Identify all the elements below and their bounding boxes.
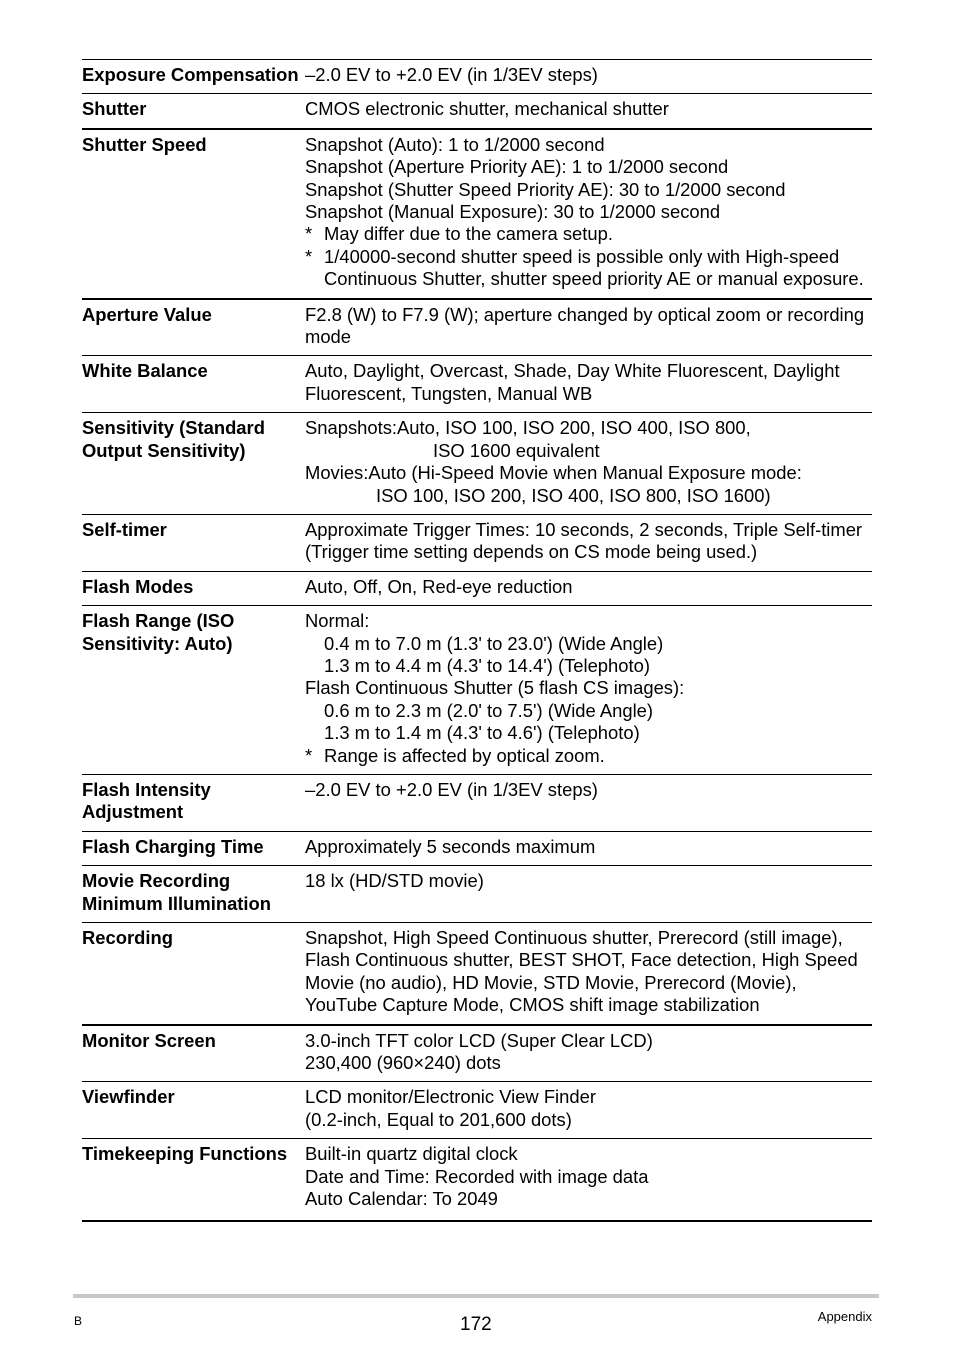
spec-value (305, 98, 872, 120)
spec-label: White Balance (82, 360, 208, 382)
spec-value (305, 576, 872, 598)
spec-row-viewfinder (82, 1082, 872, 1139)
asterisk-mark: * (305, 223, 313, 245)
spec-label: Movie Recording Minimum Illumination (82, 870, 272, 914)
spec-value (305, 134, 872, 291)
value-line: LCD monitor/Electronic View Finder (305, 1086, 596, 1108)
value-line: Snapshot (Aperture Priority AE): 1 to 1/2000 second (305, 156, 729, 178)
spec-value (305, 1086, 872, 1131)
value-line: Approximately 5 seconds maximum (305, 835, 596, 857)
spec-value (305, 610, 872, 767)
spec-value (305, 836, 872, 858)
movies-line (305, 462, 872, 484)
spec-value (305, 304, 872, 349)
snapshots-value: Auto, ISO 100, ISO 200, ISO 400, ISO 800, (397, 417, 751, 439)
snapshots-continued: ISO 1600 equivalent (433, 439, 600, 461)
value-line: F2.8 (W) to F7.9 (W); aperture changed by optical zoom or recording mode (305, 303, 865, 348)
value-line: 1.3 m to 1.4 m (4.3' to 4.6') (Telephoto) (324, 722, 640, 744)
value-line: Normal: (305, 610, 370, 632)
spec-row-flash-intensity (82, 775, 872, 832)
footnote-text: 1/40000-second shutter speed is possible only with High-speed Continuous Shutter, shutter speed priority AE or manual exposure. (324, 245, 864, 290)
spec-row-aperture-value (82, 300, 872, 357)
section-name: Appendix (817, 1309, 872, 1324)
value-line: Auto, Daylight, Overcast, Shade, Day White Fluorescent, Daylight Fluorescent, Tungsten, Manual WB (305, 360, 840, 404)
spec-label: Recording (82, 927, 173, 948)
spec-label: Self-timer (82, 518, 167, 540)
spec-label: Aperture Value (82, 303, 212, 325)
value-line: Date and Time: Recorded with image data (305, 1165, 649, 1187)
spec-label: Flash Charging Time (82, 835, 264, 857)
snapshots-line (305, 417, 872, 439)
spec-row-monitor-screen (82, 1026, 872, 1083)
value-line: Flash Continuous Shutter (5 flash CS images): (305, 677, 685, 699)
footnote-text: Range is affected by optical zoom. (324, 744, 605, 766)
spec-table (82, 59, 872, 1222)
value-line: Snapshot (Manual Exposure): 30 to 1/2000 second (305, 201, 721, 223)
spec-row-exposure-compensation (82, 60, 872, 94)
value-line: 18 lx (HD/STD movie) (305, 870, 484, 892)
asterisk-mark: * (305, 744, 313, 766)
spec-row-white-balance (82, 356, 872, 413)
spec-value (305, 360, 872, 405)
snapshots-label: Snapshots: (305, 417, 398, 439)
value-line: –2.0 EV to +2.0 EV (in 1/3EV steps) (305, 64, 598, 85)
footer-divider (73, 1294, 879, 1298)
spec-row-self-timer (82, 515, 872, 572)
spec-label: Flash Range (ISO Sensitivity: Auto) (82, 610, 235, 654)
spec-label: Timekeeping Functions (82, 1143, 288, 1165)
value-line: (0.2-inch, Equal to 201,600 dots) (305, 1108, 572, 1130)
value-line: Auto, Off, On, Red-eye reduction (305, 575, 573, 597)
value-line: –2.0 EV to +2.0 EV (in 1/3EV steps) (305, 778, 598, 800)
spec-row-sensitivity (82, 413, 872, 515)
value-line: Snapshot, High Speed Continuous shutter, Prerecord (still image), Flash Continuous shutter, BEST SHOT, Face detection, High Speed Movie (no audio), HD Movie, STD Movie, Prerecord (Movie), YouTube Capture Mode, CMOS shift image stabilization (305, 927, 858, 1016)
value-line: 0.6 m to 2.3 m (2.0' to 7.5') (Wide Angle) (324, 699, 654, 721)
value-line: 1.3 m to 4.4 m (4.3' to 14.4') (Telephoto) (324, 654, 650, 676)
spec-row-recording (82, 923, 872, 1026)
spec-row-shutter (82, 94, 872, 129)
spec-row-flash-modes (82, 572, 872, 606)
spec-label: Flash Modes (82, 575, 194, 597)
page-number: 172 (460, 1314, 492, 1335)
value-line: Auto Calendar: To 2049 (305, 1188, 498, 1210)
footnote (305, 745, 872, 767)
movies-continued: ISO 100, ISO 200, ISO 400, ISO 800, ISO 1600) (376, 484, 771, 506)
spec-label: Shutter (82, 98, 147, 120)
value-line: Snapshot (Shutter Speed Priority AE): 30 to 1/2000 second (305, 178, 786, 200)
spec-label: Viewfinder (82, 1086, 175, 1108)
value-line: Snapshot (Auto): 1 to 1/2000 second (305, 133, 605, 155)
footnote (305, 223, 872, 245)
spec-label: Sensitivity (Standard Output Sensitivity) (82, 417, 265, 461)
spec-value (305, 1143, 872, 1210)
spec-value (305, 927, 872, 1017)
spec-value (305, 417, 872, 507)
spec-label: Flash Intensity Adjustment (82, 778, 211, 823)
spec-value (305, 519, 872, 564)
value-line: 230,400 (960×240) dots (305, 1052, 501, 1074)
movies-value: Auto (Hi-Speed Movie when Manual Exposure mode: (368, 462, 802, 484)
value-line: 3.0-inch TFT color LCD (Super Clear LCD) (305, 1029, 653, 1051)
value-line: 0.4 m to 7.0 m (1.3' to 23.0') (Wide Angle) (324, 632, 664, 654)
footnote-text: May differ due to the camera setup. (324, 223, 613, 245)
value-line: CMOS electronic shutter, mechanical shutter (305, 98, 669, 120)
spec-row-shutter-speed (82, 130, 872, 300)
spec-row-flash-charging (82, 832, 872, 866)
footer-language-code: B (74, 1314, 83, 1328)
value-line: Built-in quartz digital clock (305, 1143, 518, 1165)
spec-label: Exposure Compensation (82, 64, 299, 85)
spec-label: Monitor Screen (82, 1029, 216, 1051)
footnote (305, 246, 872, 291)
spec-row-timekeeping (82, 1139, 872, 1222)
spec-value (305, 64, 872, 86)
asterisk-mark: * (305, 245, 313, 267)
value-line: (Trigger time setting depends on CS mode being used.) (305, 541, 758, 563)
value-line: Approximate Trigger Times: 10 seconds, 2 seconds, Triple Self-timer (305, 518, 863, 540)
spec-row-movie-illumination (82, 866, 872, 923)
spec-value (305, 779, 872, 824)
spec-value (305, 870, 872, 915)
movies-label: Movies: (305, 462, 369, 484)
spec-value (305, 1030, 872, 1075)
spec-row-flash-range (82, 606, 872, 775)
spec-label: Shutter Speed (82, 133, 207, 155)
